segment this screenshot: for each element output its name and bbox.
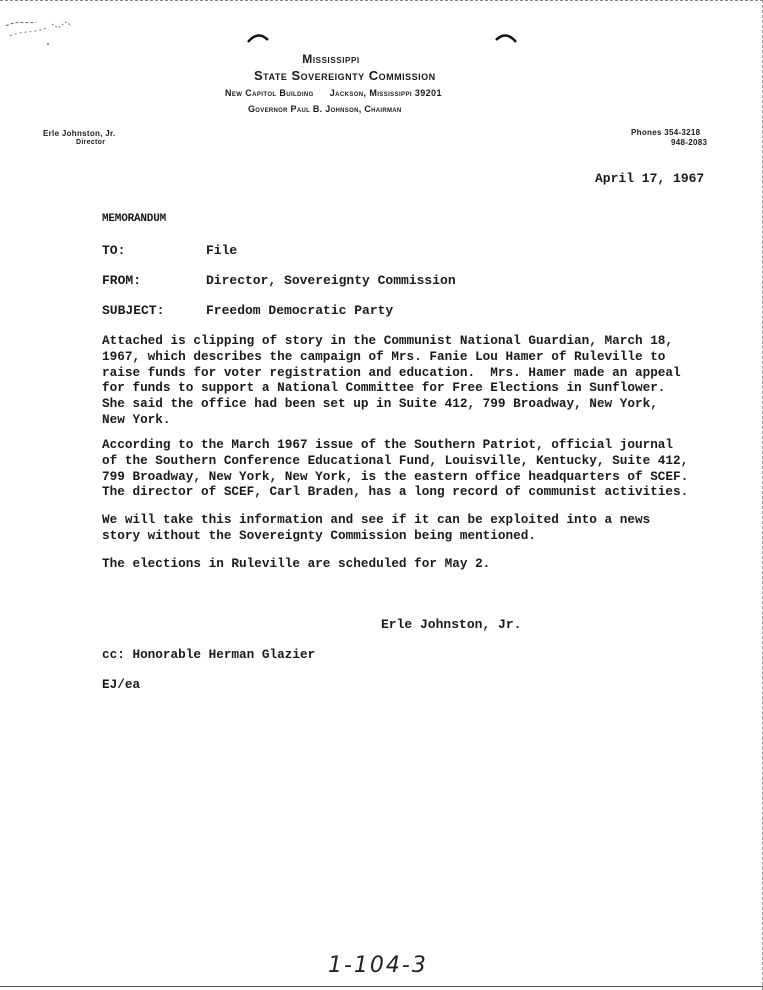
letterhead-governor: Governor Paul B. Johnson, Chairman — [248, 104, 402, 114]
from-label: FROM: — [102, 273, 142, 288]
page-top-edge — [0, 0, 763, 1]
page-bottom-edge — [0, 986, 763, 987]
letterhead-address — [225, 88, 545, 98]
letterhead-arc-right — [494, 30, 518, 44]
body-paragraph-3: We will take this information and see if it can be exploited into a news story without the Sovereignty Commission being mentioned. — [102, 512, 651, 543]
typist-initials: EJ/ea — [102, 677, 141, 692]
memo-date: April 17, 1967 — [595, 171, 705, 186]
to-value: File — [206, 243, 238, 258]
letterhead-city: Jackson, Mississippi 39201 — [329, 88, 442, 98]
body-paragraph-1: Attached is clipping of story in the Communist National Guardian, March 18, 1967, which describes the campaign of Mrs. Fanie Lou Hamer of Ruleville to raise funds for voter registration and education. Mrs. Hamer made an appeal for funds to support a National Committee for Free Elections in Sunflower. She said the office had been set up in Suite 412, 799 Broadway, New York, New York. — [102, 333, 681, 427]
scan-smudge-mark — [2, 14, 86, 48]
body-paragraph-2: According to the March 1967 issue of the Southern Patriot, official journal of the Southern Conference Educational Fund, Louisville, Kentucky, Suite 412, 799 Broadway, New York, New York, is the eastern office headquarters of SCEF. The director of SCEF, Carl Braden, has a long record of communist activities. — [102, 437, 689, 500]
letterhead-commission: State Sovereignty Commission — [254, 68, 436, 83]
cc-line: cc: Honorable Herman Glazier — [102, 647, 316, 662]
letterhead-building: New Capitol Building — [225, 88, 314, 98]
subject-value: Freedom Democratic Party — [206, 303, 394, 318]
to-label: TO: — [102, 243, 126, 258]
letterhead-arc-left — [246, 30, 270, 44]
memo-heading: MEMORANDUM — [102, 213, 167, 225]
director-name: Erle Johnston, Jr. — [43, 129, 116, 138]
subject-label: SUBJECT: — [102, 303, 165, 318]
body-paragraph-4: The elections in Ruleville are scheduled for May 2. — [102, 556, 491, 571]
director-title: Director — [76, 139, 106, 146]
phone-line-2: 948-2083 — [671, 138, 708, 147]
letterhead-state: Mississippi — [302, 52, 360, 66]
signature-name: Erle Johnston, Jr. — [381, 617, 522, 632]
from-value: Director, Sovereignty Commission — [206, 273, 456, 288]
handwritten-document-number: 1-104-3 — [328, 953, 428, 978]
phone-line-1: Phones 354-3218 — [631, 128, 701, 137]
